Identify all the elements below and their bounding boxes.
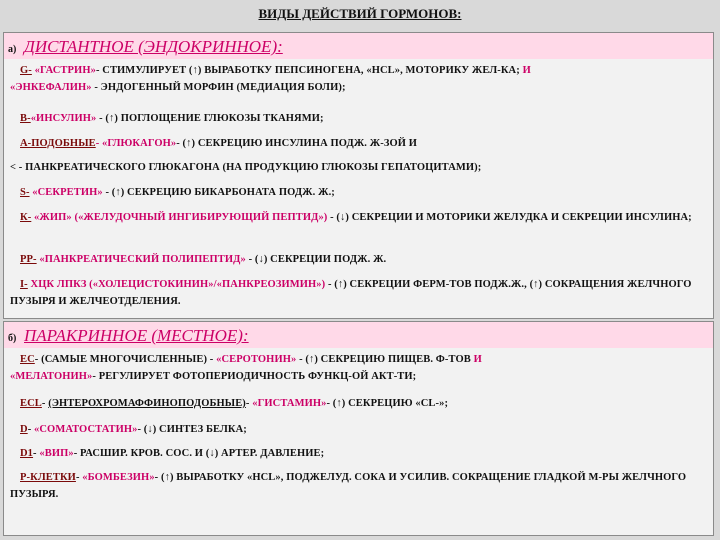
- section-paracrine-header: [4, 322, 713, 348]
- item-d: [10, 422, 707, 439]
- item-g: [10, 63, 707, 96]
- item-text: - (↑) СЕКРЕЦИЮ БИКАРБОНАТА ПОДЖ. Ж.;: [102, 187, 335, 198]
- item-text: - (↑) СЕКРЕЦИЮ ПИЩЕВ. Ф-ТОВ: [296, 354, 474, 365]
- conjunction: И: [522, 65, 531, 76]
- item-text: -: [27, 424, 35, 435]
- hormone-name: «ГАСТРИН»: [31, 65, 96, 76]
- hormone-name: «ИНСУЛИН»: [30, 113, 97, 124]
- cell-type-desc: (ЭНТЕРОХРОМАФФИНОПОДОБНЫЕ): [48, 398, 246, 409]
- item-a-cont: < - ПАНКРЕАТИЧЕСКОГО ГЛЮКАГОНА (НА ПРОДУКЦИЮ ГЛЮКОЗЫ ГЕПАТОЦИТАМИ);: [10, 162, 482, 173]
- item-text: - (↑) СЕКРЕЦИЮ ИНСУЛИНА ПОДЖ. Ж-ЗОЙ И: [176, 138, 418, 149]
- cell-label: ЕС: [20, 354, 35, 365]
- item-s: [10, 185, 707, 202]
- item-b: [10, 111, 707, 128]
- item-text: - (↑) ВЫРАБОТКУ «HCL», ПОДЖЕЛУД. СОКА И УСИЛИВ. СОКРАЩЕНИЕ ГЛАДКОЙ М-РЫ ЖЕЛЧНОГО ПУЗЫРЯ.: [10, 472, 687, 500]
- item-text: - РЕГУЛИРУЕТ ФОТОПЕРИОДИЧНОСТЬ ФУНКЦ-ОЙ АКТ-ТИ;: [92, 370, 417, 382]
- hormone-name: «БОМБЕЗИН»: [82, 472, 155, 483]
- section-letter: б): [8, 333, 17, 344]
- item-text: - РАСШИР. КРОВ. СОС. И (↓) АРТЕР. ДАВЛЕНИЕ;: [73, 448, 325, 459]
- item-p: [10, 470, 707, 503]
- item-text: - (↓) СЕКРЕЦИИ И МОТОРИКИ ЖЕЛУДКА И СЕКРЕЦИИ ИНСУЛИНА;: [327, 212, 692, 223]
- item-i: [10, 277, 707, 310]
- hormone-name: «ГИСТАМИН»: [252, 398, 327, 409]
- hormone-name: «МЕЛАТОНИН»: [10, 370, 93, 382]
- item-text: -: [245, 398, 253, 409]
- cell-label: К-: [20, 212, 32, 223]
- hormone-name: ХЦК ЛПКЗ («ХОЛЕЦИСТОКИНИН»/«ПАНКРЕОЗИМИН»): [27, 279, 326, 290]
- cell-label: В-: [20, 113, 31, 124]
- item-text: - (САМЫЕ МНОГОЧИСЛЕННЫЕ) -: [34, 354, 217, 365]
- hormone-name: «СЕКРЕТИН»: [29, 187, 103, 198]
- item-text: - ЭНДОГЕННЫЙ МОРФИН (МЕДИАЦИЯ БОЛИ);: [91, 81, 346, 93]
- item-k: [10, 210, 707, 227]
- item-a: [10, 136, 707, 153]
- cell-label: D: [20, 424, 28, 435]
- cell-label: Р-КЛЕТКИ: [20, 472, 76, 483]
- section-paracrine: [3, 321, 714, 536]
- item-text: - (↑) СЕКРЕЦИЮ «CL-»;: [326, 398, 449, 409]
- hormone-name: «СЕРОТОНИН»: [216, 354, 297, 365]
- section-endocrine-header: [4, 33, 713, 59]
- item-text: -: [75, 472, 83, 483]
- cell-label: S-: [20, 187, 30, 198]
- cell-label: G-: [20, 65, 32, 76]
- cell-label: ECL: [20, 398, 42, 409]
- hormone-name: «СОМАТОСТАТИН»: [34, 424, 138, 435]
- item-text: - СТИМУЛИРУЕТ (↑) ВЫРАБОТКУ ПЕПСИНОГЕНА, «HCL», МОТОРИКУ ЖЕЛ-КА;: [95, 65, 523, 76]
- section-heading: ПАРАКРИННОЕ (МЕСТНОЕ):: [24, 326, 249, 345]
- hormone-name: - «ГЛЮКАГОН»: [95, 138, 177, 149]
- hormone-name: «ВИП»: [39, 448, 74, 459]
- cell-label: РР-: [20, 254, 37, 265]
- conjunction: И: [473, 354, 482, 365]
- item-text: - (↑) СЕКРЕЦИИ ФЕРМ-ТОВ ПОДЖ.Ж., (↑) СОКРАЩЕНИЯ ЖЕЛЧНОГО ПУЗЫРЯ И ЖЕЛЧЕОТДЕЛЕНИЯ.: [10, 279, 692, 307]
- cell-label: D1: [20, 448, 34, 459]
- item-pp: [10, 252, 707, 269]
- section-endocrine-body: [4, 59, 713, 318]
- item-text: - (↓) СИНТЕЗ БЕЛКА;: [137, 424, 247, 435]
- item-text: - (↑) ПОГЛОЩЕНИЕ ГЛЮКОЗЫ ТКАНЯМИ;: [96, 113, 324, 124]
- item-d1: [10, 446, 707, 463]
- cell-label: А-ПОДОБНЫЕ: [20, 138, 96, 149]
- item-text: -: [33, 448, 40, 459]
- item-ecl: [10, 396, 707, 413]
- section-heading: ДИСТАНТНОЕ (ЭНДОКРИННОЕ):: [24, 37, 283, 56]
- cell-label: I-: [20, 279, 28, 290]
- hormone-name: «ЖИП» («ЖЕЛУДОЧНЫЙ ИНГИБИРУЮЩИЙ ПЕПТИД»): [31, 212, 328, 223]
- hormone-name: «ПАНКРЕАТИЧЕСКИЙ ПОЛИПЕПТИД»: [36, 254, 246, 265]
- item-text: - (↓) СЕКРЕЦИИ ПОДЖ. Ж.: [245, 254, 387, 265]
- section-endocrine: [3, 32, 714, 319]
- page-title: ВИДЫ ДЕЙСТВИЙ ГОРМОНОВ:: [258, 6, 462, 21]
- section-letter: а): [8, 44, 17, 55]
- hormone-name: «ЭНКЕФАЛИН»: [10, 81, 92, 93]
- item-text: -: [41, 398, 49, 409]
- item-ec: [10, 352, 707, 385]
- section-paracrine-body: [4, 348, 713, 535]
